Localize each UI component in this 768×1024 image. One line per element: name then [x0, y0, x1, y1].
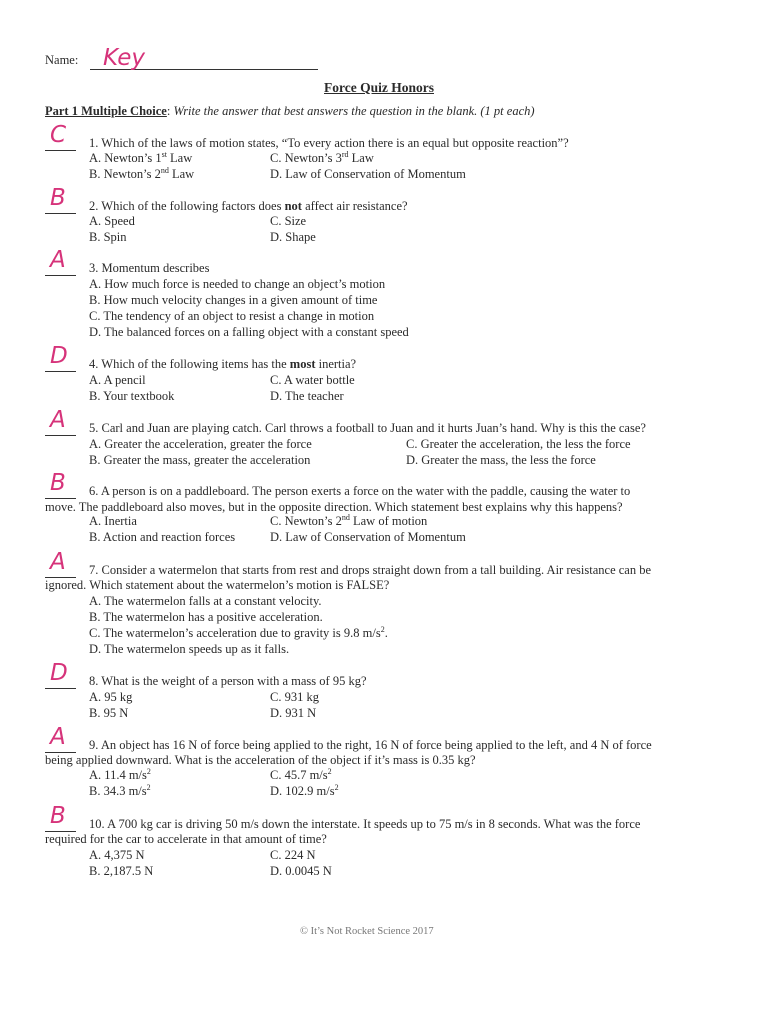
- q5-option-a: A. Greater the acceleration, greater the force: [89, 437, 312, 451]
- question-9-text: 9. An object has 16 N of force being applied to the right, 16 N of force being applied to the left, and 4 N of force: [89, 738, 652, 752]
- q4-option-a: A. A pencil: [89, 373, 146, 387]
- q5-option-c: C. Greater the acceleration, the less the force: [406, 437, 631, 451]
- q8-option-b: B. 95 N: [89, 706, 129, 720]
- q3-option-b: B. How much velocity changes in a given amount of time: [89, 293, 378, 307]
- q10-option-d: D. 0.0045 N: [270, 864, 332, 878]
- handwritten-answer-5: A: [50, 407, 66, 433]
- q6-option-c: C. Newton’s 2nd Law of motion: [270, 512, 428, 528]
- copyright-footer: © It’s Not Rocket Science 2017: [300, 926, 434, 937]
- part-heading: Part 1 Multiple Choice: [45, 104, 167, 118]
- handwritten-answer-10: B: [50, 803, 66, 829]
- question-8-text: 8. What is the weight of a person with a mass of 95 kg?: [89, 674, 367, 688]
- q6-option-b: B. Action and reaction forces: [89, 530, 236, 544]
- q3-option-d: D. The balanced forces on a falling object with a constant speed: [89, 325, 409, 339]
- q3-option-c: C. The tendency of an object to resist a change in motion: [89, 309, 375, 323]
- question-3-text: 3. Momentum describes: [89, 261, 210, 275]
- question-4-text: 4. Which of the following items has the most inertia?: [89, 357, 357, 371]
- handwritten-answer-7: A: [50, 549, 66, 575]
- q4-option-d: D. The teacher: [270, 389, 344, 403]
- q1-option-d: D. Law of Conservation of Momentum: [270, 167, 466, 181]
- q7-option-d: D. The watermelon speeds up as it falls.: [89, 642, 290, 656]
- q5-option-b: B. Greater the mass, greater the acceleration: [89, 453, 311, 467]
- handwritten-answer-2: B: [50, 185, 66, 211]
- handwritten-answer-4: D: [50, 343, 68, 369]
- part-instructions: Write the answer that best answers the question in the blank. (1 pt each): [173, 104, 535, 118]
- question-10-text-cont: required for the car to accelerate in that amount of time?: [45, 832, 327, 846]
- q2-option-a: A. Speed: [89, 214, 135, 228]
- q7-option-b: B. The watermelon has a positive acceleration.: [89, 610, 323, 624]
- q7-option-c: C. The watermelon’s acceleration due to gravity is 9.8 $m/s^2$.: [89, 624, 388, 640]
- q10-option-c: C. 224 N: [270, 848, 316, 862]
- part-heading-line: Part 1 Multiple Choice: Write the answer that best answers the question in the blank. (1 pt each): [45, 104, 535, 118]
- question-7-text: 7. Consider a watermelon that starts from rest and drops straight down from a tall building. Air resistance can be: [89, 563, 652, 577]
- q9-option-a: A. 11.4 $m/s^2$: [89, 766, 151, 782]
- name-label: Name:: [45, 53, 79, 67]
- q6-option-a: A. Inertia: [89, 514, 137, 528]
- q8-option-a: A. 95 kg: [89, 690, 133, 704]
- q1-option-a: A. Newton’s 1st Law: [89, 149, 193, 165]
- question-10-text: 10. A 700 kg car is driving 50 m/s down the interstate. It speeds up to 75 m/s in 8 seconds. What was the force: [89, 817, 641, 831]
- q2-option-b: B. Spin: [89, 230, 127, 244]
- q9-option-d: D. 102.9 $m/s^2$: [270, 782, 339, 798]
- q4-option-c: C. A water bottle: [270, 373, 355, 387]
- handwritten-answer-6: B: [50, 470, 66, 496]
- q1-option-c: C. Newton’s 3rd Law: [270, 149, 374, 165]
- handwritten-answer-8: D: [50, 660, 68, 686]
- question-9-text-cont: being applied downward. What is the acceleration of the object if it’s mass is 0.35 kg?: [45, 753, 476, 767]
- q3-option-a: A. How much force is needed to change an object’s motion: [89, 277, 386, 291]
- q9-option-c: C. 45.7 $m/s^2$: [270, 766, 332, 782]
- q8-option-c: C. 931 kg: [270, 690, 319, 704]
- q4-option-b: B. Your textbook: [89, 389, 175, 403]
- handwritten-answer-3: A: [50, 247, 66, 273]
- handwritten-answer-1: C: [50, 122, 67, 148]
- question-6-text-cont: move. The paddleboard also moves, but in the opposite direction. Which statement best explains why this happens?: [45, 500, 623, 514]
- question-6-text: 6. A person is on a paddleboard. The person exerts a force on the water with the paddle, causing the water to: [89, 484, 631, 498]
- q10-option-b: B. 2,187.5 N: [89, 864, 154, 878]
- q2-option-c: C. Size: [270, 214, 307, 228]
- q5-option-d: D. Greater the mass, the less the force: [406, 453, 596, 467]
- q7-option-a: A. The watermelon falls at a constant velocity.: [89, 594, 322, 608]
- q10-option-a: A. 4,375 N: [89, 848, 145, 862]
- question-5-text: 5. Carl and Juan are playing catch. Carl throws a football to Juan and it hurts Juan’s hand. Why is this the case?: [89, 421, 646, 435]
- q9-option-b: B. 34.3 $m/s^2$: [89, 782, 151, 798]
- q1-option-b: B. Newton’s 2nd Law: [89, 165, 195, 181]
- q2-option-d: D. Shape: [270, 230, 316, 244]
- q6-option-d: D. Law of Conservation of Momentum: [270, 530, 466, 544]
- name-handwriting: Key: [103, 45, 146, 71]
- question-2-text: 2. Which of the following factors does not affect air resistance?: [89, 199, 408, 213]
- handwritten-answer-9: A: [50, 724, 66, 750]
- question-7-text-cont: ignored. Which statement about the watermelon’s motion is FALSE?: [45, 578, 390, 592]
- quiz-title: Force Quiz Honors: [324, 80, 434, 95]
- q8-option-d: D. 931 N: [270, 706, 317, 720]
- question-1-text: 1. Which of the laws of motion states, “To every action there is an equal but opposite reaction”?: [89, 136, 569, 150]
